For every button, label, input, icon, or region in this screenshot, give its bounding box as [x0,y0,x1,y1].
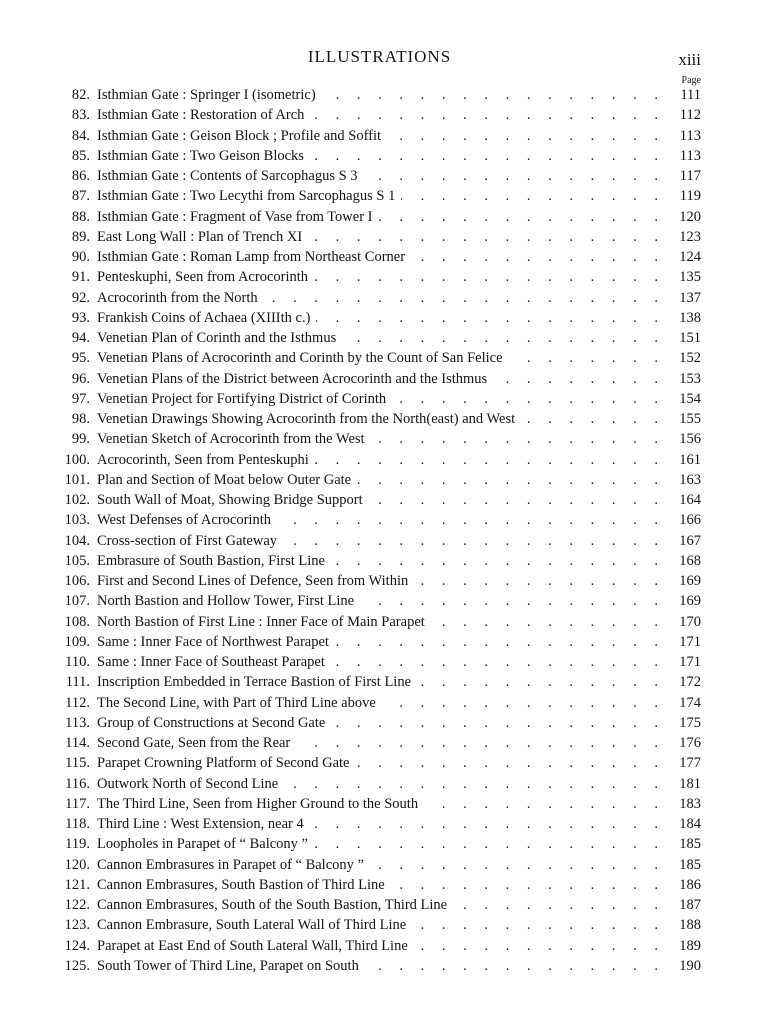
entry-title: Group of Constructions at Second Gate [97,714,326,731]
dot-leader [370,855,665,875]
dot-leader [509,348,665,368]
entry-title: North Bastion and Hollow Tower, First Line [97,593,355,610]
entry-page: 183 [679,795,701,812]
list-item [60,652,701,672]
entry-title: Loopholes in Parapet of “ Balcony ” [97,836,308,853]
dot-leader [364,166,665,186]
list-item [60,875,701,895]
dot-leader [310,146,665,166]
page-title: ILLUSTRATIONS [307,47,452,66]
entry-title: Isthmian Gate : Two Geison Blocks [97,147,304,164]
entry-title: Inscription Embedded in Terrace Bastion of First Line [97,674,412,691]
dot-leader [411,247,665,267]
entry-title: Venetian Plans of Acrocorinth and Corinth by the Count of San Felice [97,350,503,367]
list-item [60,571,701,591]
entry-page: 123 [679,228,701,245]
entry-page: 111 [680,87,701,103]
entry-number: 91. [71,269,90,286]
list-item [60,693,701,713]
entry-page: 169 [679,593,701,610]
entry-title: East Long Wall : Plan of Trench XI [97,228,303,245]
list-item [60,146,701,166]
entry-number: 111. [65,674,90,691]
dot-leader [412,915,665,935]
dot-leader [401,186,665,206]
list-item [60,247,701,267]
entry-page: 188 [679,917,701,934]
dot-leader [308,227,665,247]
entry-page: 151 [679,330,701,346]
dot-leader [310,814,665,834]
entry-title: Acrocorinth from the North [97,289,258,306]
list-item [60,105,701,125]
entry-page: 156 [679,431,701,448]
entry-number: 109. [64,633,90,650]
list-item [60,531,701,551]
entry-page: 170 [679,613,701,630]
entry-title: Acrocorinth, Seen from Penteskuphi [97,451,309,468]
entry-page: 119 [679,188,701,205]
entry-title: Same : Inner Face of Northwest Parapet [97,633,329,650]
dot-leader [365,956,665,976]
dot-leader [331,551,665,571]
entry-number: 83. [71,107,90,124]
entry-number: 116. [65,775,90,792]
entry-page: 167 [679,532,701,549]
list-item [60,288,701,308]
list-item [60,551,701,571]
list-item [60,470,701,490]
entry-number: 99. [71,431,90,448]
dot-leader [315,450,665,470]
dot-leader [521,409,665,429]
list-item [60,915,701,935]
entry-number: 107. [64,593,90,610]
entry-page: 185 [679,856,701,873]
entry-page: 153 [679,370,701,387]
entry-number: 114. [65,735,90,751]
entry-title: Cross-section of First Gateway [97,532,278,549]
list-item [60,369,701,389]
entry-page: 113 [679,147,701,164]
dot-leader [387,126,665,146]
dot-leader [322,85,665,105]
entry-page: 181 [679,775,701,792]
dot-leader [453,895,665,915]
list-item [60,85,701,105]
entry-page: 163 [679,471,701,488]
entry-number: 120. [64,856,90,873]
list-item [60,126,701,146]
illustrations-list [60,85,701,976]
entry-title: Plan and Section of Moat below Outer Gate [97,471,352,488]
entry-title: Frankish Coins of Achaea (XIIIth c.) [97,309,311,326]
list-item [60,855,701,875]
dot-leader [382,693,665,713]
entry-title: Cannon Embrasures, South Bastion of Third Line [97,876,385,893]
entry-title: Second Gate, Seen from the Rear [97,735,291,751]
entry-number: 118. [65,816,90,832]
entry-number: 108. [64,613,90,630]
entry-page: 168 [679,552,701,569]
entry-title: Isthmian Gate : Springer I (isometric) [97,87,316,103]
dot-leader [331,652,665,672]
entry-title: West Defenses of Acrocorinth [97,512,271,529]
entry-page: 138 [679,309,701,326]
list-item [60,591,701,611]
entry-number: 104. [64,532,90,549]
dot-leader [284,774,665,794]
entry-title: Venetian Plans of the District between Acrocorinth and the Isthmus [97,370,488,387]
list-item [60,267,701,287]
entry-title: Isthmian Gate : Two Lecythi from Sarcophagus S 1 [97,188,396,205]
dot-leader [331,713,665,733]
page-column-label: Page [681,75,701,86]
list-item [60,166,701,186]
dot-leader [277,510,665,530]
entry-number: 84. [71,127,90,144]
dot-leader [296,733,665,753]
entry-number: 85. [71,147,90,164]
dot-leader [369,490,665,510]
entry-title: Isthmian Gate : Contents of Sarcophagus S 3 [97,168,358,184]
entry-page: 174 [679,694,701,711]
dot-leader [355,753,665,773]
list-item [60,632,701,652]
entry-page: 164 [679,492,701,508]
entry-number: 122. [64,897,90,913]
entry-number: 95. [71,350,90,367]
entry-number: 86. [71,168,90,184]
entry-page: 120 [679,208,701,225]
dot-leader [379,207,666,227]
list-item [60,895,701,915]
list-item [60,207,701,227]
entry-title: The Third Line, Seen from Higher Ground to the South [97,795,419,812]
dot-leader [310,105,665,125]
dot-leader [264,288,665,308]
entry-number: 115. [65,755,90,772]
entry-number: 97. [71,390,90,407]
dot-leader [424,794,665,814]
dot-leader [417,672,665,692]
entry-number: 112. [65,694,90,711]
entry-number: 94. [71,330,90,346]
dot-leader [392,389,665,409]
entry-page: 171 [679,654,701,670]
list-item [60,713,701,733]
entry-number: 103. [64,512,90,529]
entry-number: 92. [71,289,90,306]
page-number: xiii [678,50,701,69]
entry-number: 113. [65,714,90,731]
entry-number: 124. [64,937,90,954]
entry-number: 121. [64,876,90,893]
list-item [60,612,701,632]
dot-leader [314,267,665,287]
entry-title: Venetian Drawings Showing Acrocorinth from the North(east) and West [97,411,516,427]
list-item [60,733,701,753]
entry-number: 100. [64,451,90,468]
list-item [60,409,701,429]
entry-page: 175 [679,714,701,731]
entry-title: South Tower of Third Line, Parapet on South [97,957,359,974]
entry-number: 89. [71,228,90,245]
entry-title: Penteskuphi, Seen from Acrocorinth [97,269,309,286]
entry-page: 154 [679,390,701,407]
entry-page: 172 [679,674,701,691]
entry-title: Isthmian Gate : Roman Lamp from Northeast Corner [97,249,406,265]
entry-page: 186 [679,876,701,893]
entry-page: 184 [679,816,701,832]
entry-page: 117 [679,168,701,184]
dot-leader [357,470,665,490]
list-item [60,348,701,368]
entry-number: 106. [64,573,90,589]
list-item [60,814,701,834]
entry-title: Embrasure of South Bastion, First Line [97,552,325,569]
entry-number: 93. [71,309,90,326]
list-item [60,672,701,692]
entry-page: 176 [679,735,701,751]
entry-page: 155 [679,411,701,427]
entry-page: 189 [679,937,701,954]
entry-number: 110. [65,654,90,670]
entry-page: 137 [679,289,701,306]
entry-number: 96. [71,370,90,387]
list-item [60,227,701,247]
entry-number: 88. [71,208,90,225]
entry-title: Cannon Embrasures, South of the South Bastion, Third Line [97,897,448,913]
entry-title: Cannon Embrasures in Parapet of “ Balcony ” [97,856,364,873]
entry-title: Isthmian Gate : Fragment of Vase from Tower I [97,208,373,225]
entry-page: 185 [679,836,701,853]
entry-page: 166 [679,512,701,529]
dot-leader [283,531,665,551]
entry-page: 187 [679,897,701,913]
dot-leader [342,328,665,348]
dot-leader [360,591,665,611]
dot-leader [335,632,665,652]
list-item [60,490,701,510]
entry-number: 90. [71,249,90,265]
entry-page: 152 [679,350,701,367]
entry-title: First and Second Lines of Defence, Seen from Within [97,573,409,589]
list-item [60,956,701,976]
entry-title: Parapet Crowning Platform of Second Gate [97,755,350,772]
entry-title: Cannon Embrasure, South Lateral Wall of Third Line [97,917,407,934]
entry-title: North Bastion of First Line : Inner Face of Main Parapet [97,613,425,630]
entry-title: Parapet at East End of South Lateral Wall, Third Line [97,937,408,954]
entry-title: South Wall of Moat, Showing Bridge Support [97,492,363,508]
entry-title: The Second Line, with Part of Third Line above [97,694,376,711]
list-item [60,429,701,449]
dot-leader [493,369,665,389]
entry-number: 101. [64,471,90,488]
entry-page: 161 [679,451,701,468]
entry-title: Outwork North of Second Line [97,775,279,792]
list-item [60,186,701,206]
list-item [60,774,701,794]
entry-number: 123. [64,917,90,934]
entry-number: 125. [64,957,90,974]
list-item [60,834,701,854]
entry-page: 169 [679,573,701,589]
list-item [60,450,701,470]
dot-leader [371,429,665,449]
entry-page: 177 [679,755,701,772]
dot-leader [314,834,665,854]
entry-title: Same : Inner Face of Southeast Parapet [97,654,325,670]
entry-number: 102. [64,492,90,508]
entry-number: 98. [71,411,90,427]
dot-leader [414,571,665,591]
entry-title: Isthmian Gate : Restoration of Arch [97,107,305,124]
list-item [60,936,701,956]
entry-page: 113 [679,127,701,144]
list-item [60,308,701,328]
entry-title: Venetian Sketch of Acrocorinth from the West [97,431,365,448]
dot-leader [316,308,665,328]
entry-number: 117. [65,795,90,812]
dot-leader [414,936,665,956]
entry-page: 135 [679,269,701,286]
entry-page: 190 [679,957,701,974]
entry-number: 119. [65,836,90,853]
entry-title: Venetian Plan of Corinth and the Isthmus [97,330,337,346]
dot-leader [431,612,665,632]
entry-page: 124 [679,249,701,265]
list-item [60,328,701,348]
list-item [60,753,701,773]
entry-number: 105. [64,552,90,569]
list-item [60,794,701,814]
entry-title: Venetian Project for Fortifying District of Corinth [97,390,387,407]
entry-number: 82. [71,87,90,103]
entry-number: 87. [71,188,90,205]
entry-title: Isthmian Gate : Geison Block ; Profile and Soffit [97,127,382,144]
entry-page: 171 [679,633,701,650]
list-item [60,389,701,409]
entry-title: Third Line : West Extension, near 4 [97,816,304,832]
entry-page: 112 [679,107,701,124]
list-item [60,510,701,530]
dot-leader [391,875,665,895]
